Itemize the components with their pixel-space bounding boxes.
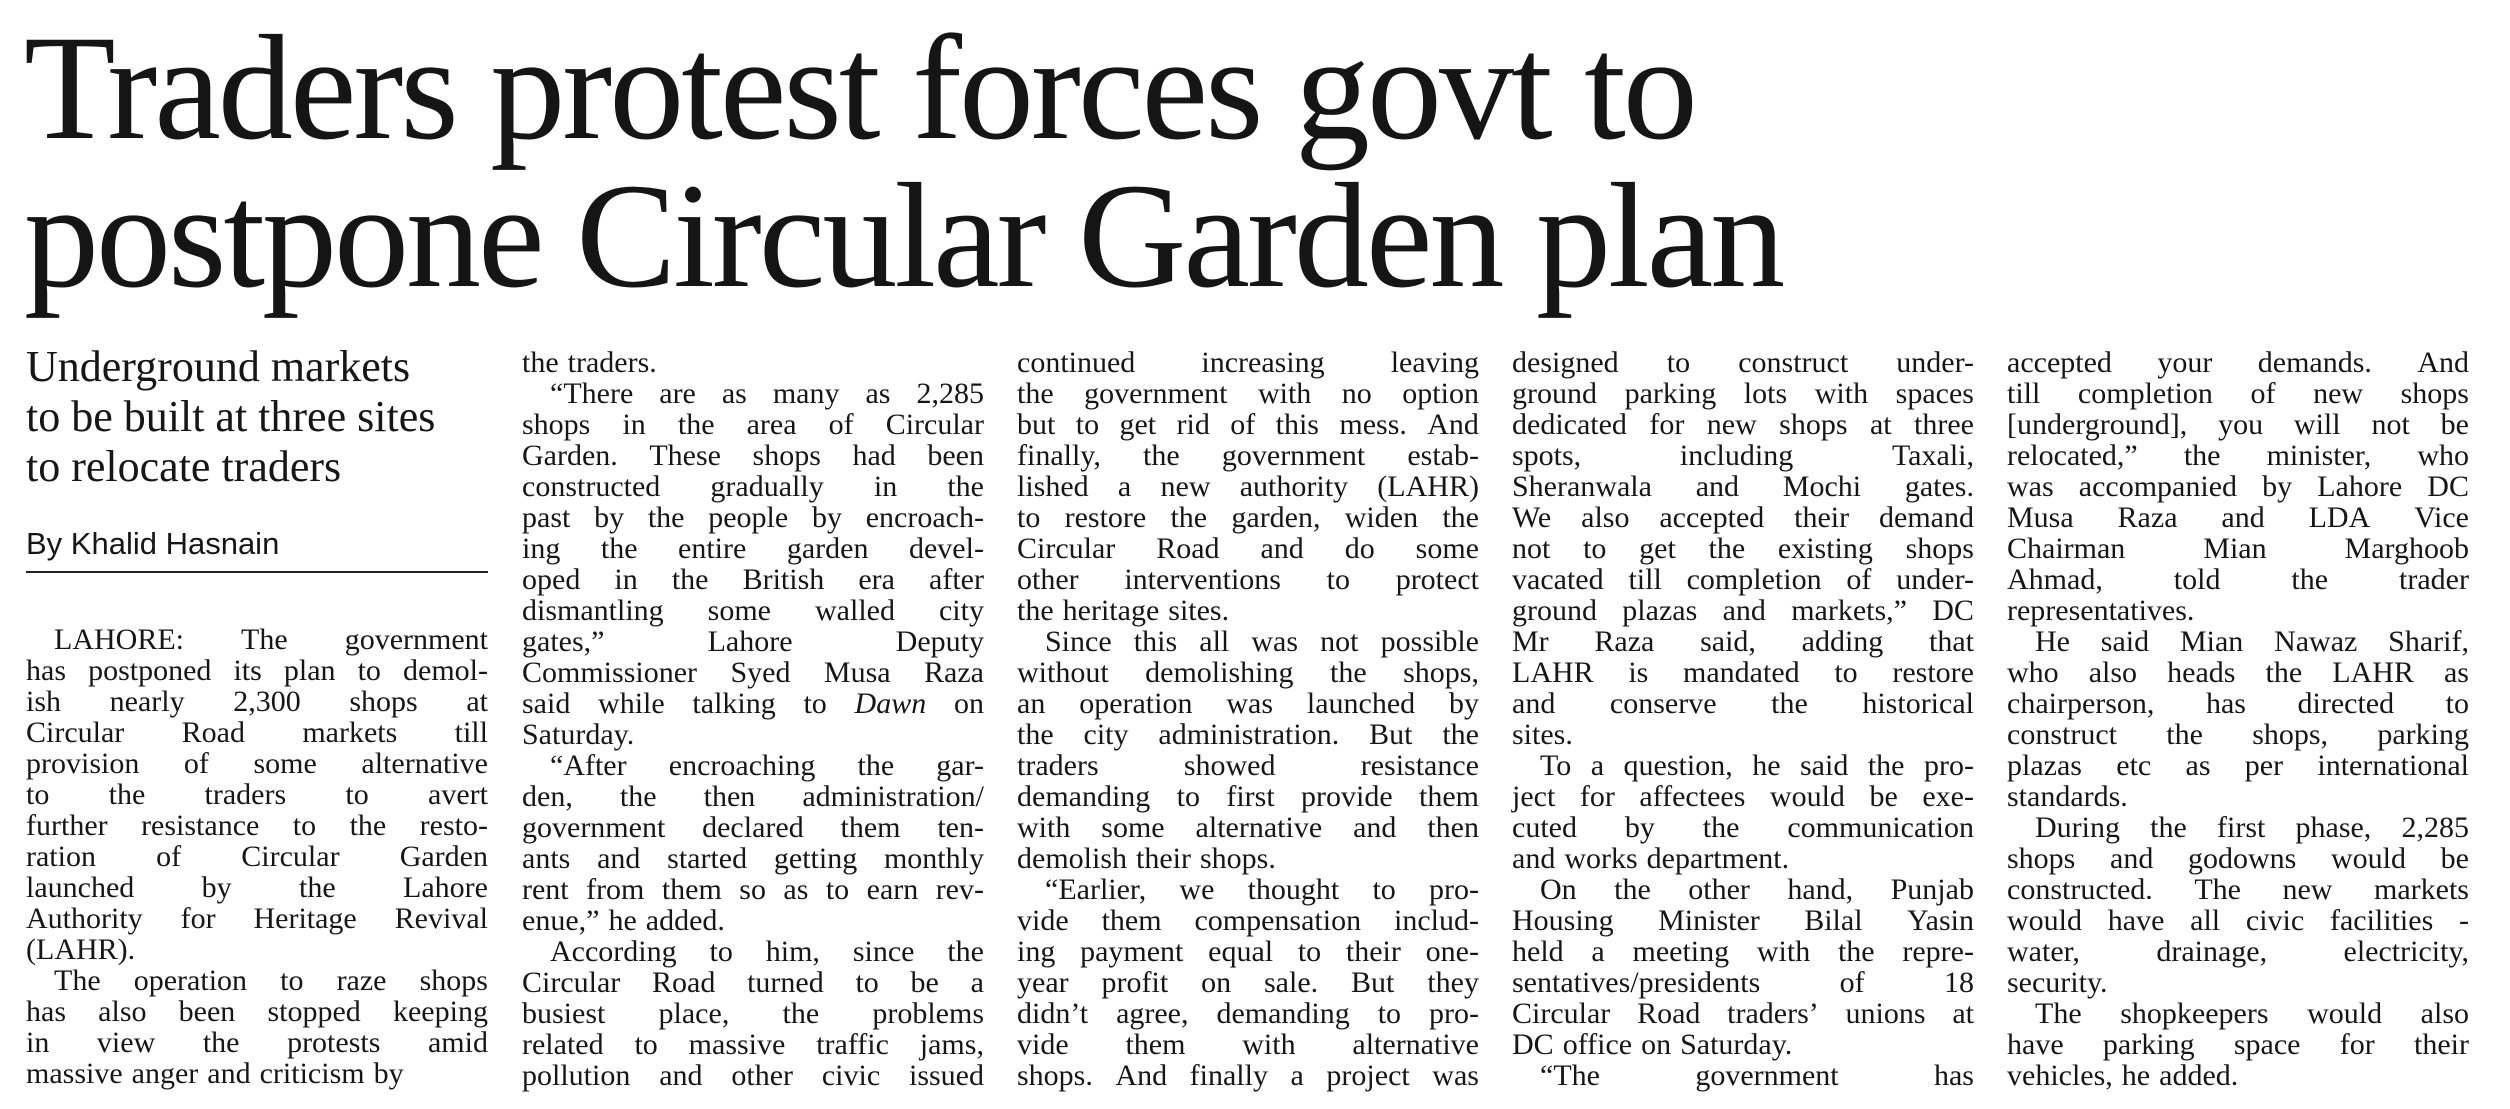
text-line: (LAHR).	[26, 933, 136, 966]
text-line: ground plazas and markets,” DC	[1512, 594, 1974, 627]
text-line: has postponed its plan to demol-	[26, 654, 488, 687]
text-line: have parking space for their	[2007, 1028, 2469, 1061]
text-line: to the traders to avert	[26, 778, 488, 811]
text-line: “There are as many as 2,285	[550, 377, 984, 410]
text-line: To a question, he said the pro-	[1540, 749, 1974, 782]
text-line: “After encroaching the gar-	[550, 749, 984, 782]
text-line: didn’t agree, demanding to pro-	[1017, 997, 1479, 1030]
text-line: Authority for Heritage Revival	[26, 902, 488, 935]
text-line: We also accepted their demand	[1512, 501, 1974, 534]
text-line: LAHR is mandated to restore	[1512, 656, 1974, 689]
text-line: related to massive traffic jams,	[522, 1028, 984, 1061]
text-line: spots, including Taxali,	[1512, 439, 1974, 472]
text-line: to restore the garden, widen the	[1017, 501, 1479, 534]
text-line: finally, the government estab-	[1017, 439, 1479, 472]
subhead-line-2: to be built at three sites	[26, 392, 436, 441]
article-column-5	[2007, 347, 2469, 1091]
text-line: vehicles, he added.	[2007, 1059, 2239, 1092]
text-line: cuted by the communication	[1512, 811, 1974, 844]
text-line: ing the entire garden devel-	[522, 532, 984, 565]
text-line: DC office on Saturday.	[1512, 1028, 1793, 1061]
text-line: was accompanied by Lahore DC	[2007, 470, 2469, 503]
text-line: year profit on sale. But they	[1017, 966, 1479, 999]
text-line: an operation was launched by	[1017, 687, 1479, 720]
text-line: till completion of new shops	[2007, 377, 2469, 410]
text-line: representatives.	[2007, 594, 2195, 627]
text-line: den, the then administration/	[522, 780, 984, 813]
text-line: busiest place, the problems	[522, 997, 984, 1030]
text-line: ants and started getting monthly	[522, 842, 984, 875]
text-line: Garden. These shops had been	[522, 439, 984, 472]
text-line: and works department.	[1512, 842, 1790, 875]
text-line: designed to construct under-	[1512, 346, 1974, 379]
text-line: Since this all was not possible	[1045, 625, 1479, 658]
text-line: who also heads the LAHR as	[2007, 656, 2469, 689]
text-line: would have all civic facilities -	[2007, 904, 2469, 937]
text-line: dismantling some walled city	[522, 594, 984, 627]
text-line: Circular Road and do some	[1017, 532, 1479, 565]
byline: By Khalid Hasnain	[26, 526, 280, 561]
text-line: Mr Raza said, adding that	[1512, 625, 1974, 658]
text-line: Saturday.	[522, 718, 635, 751]
text-line: During the first phase, 2,285	[2035, 811, 2469, 844]
text-line: further resistance to the resto-	[26, 809, 488, 842]
article-column-4	[1512, 347, 1974, 1091]
text-line: ground parking lots with spaces	[1512, 377, 1974, 410]
text-line: constructed. The new markets	[2007, 873, 2469, 906]
text-line: ing payment equal to their one-	[1017, 935, 1479, 968]
text-line: the government with no option	[1017, 377, 1479, 410]
text-line: ject for affectees would be exe-	[1512, 780, 1974, 813]
text-line: shops and godowns would be	[2007, 842, 2469, 875]
text-line: past by the people by encroach-	[522, 501, 984, 534]
text-line: water, drainage, electricity,	[2007, 935, 2469, 968]
headline-line-2: postpone Circular Garden plan	[24, 153, 1783, 319]
text-line: shops in the area of Circular	[522, 408, 984, 441]
byline-divider	[26, 571, 488, 573]
text-line: Circular Road traders’ unions at	[1512, 997, 1974, 1030]
text-line: Commissioner Syed Musa Raza	[522, 656, 984, 689]
text-line: constructed gradually in the	[522, 470, 984, 503]
article-column-2	[522, 347, 984, 1091]
subhead-line-1: Underground markets	[26, 342, 411, 391]
text-line: demolish their shops.	[1017, 842, 1276, 875]
article-column-3	[1017, 347, 1479, 1091]
text-line: government declared them ten-	[522, 811, 984, 844]
text-line: vacated till completion of under-	[1512, 563, 1974, 596]
text-line: plazas etc as per international	[2007, 749, 2469, 782]
text-line: LAHORE: The government	[54, 623, 488, 656]
text-line: security.	[2007, 966, 2108, 999]
text-line: without demolishing the shops,	[1017, 656, 1479, 689]
text-line: not to get the existing shops	[1512, 532, 1974, 565]
text-line: vide them compensation includ-	[1017, 904, 1479, 937]
text-line: launched by the Lahore	[26, 871, 488, 904]
text-line: Sheranwala and Mochi gates.	[1512, 470, 1974, 503]
text-line: Musa Raza and LDA Vice	[2007, 501, 2469, 534]
text-line: standards.	[2007, 780, 2128, 813]
text-line: other interventions to protect	[1017, 563, 1479, 596]
text-line: According to him, since the	[550, 935, 984, 968]
text-line: the city administration. But the	[1017, 718, 1479, 751]
text-line: ration of Circular Garden	[26, 840, 488, 873]
text-line: traders showed resistance	[1017, 749, 1479, 782]
text-line: chairperson, has directed to	[2007, 687, 2469, 720]
text-line: oped in the British era after	[522, 563, 984, 596]
text-line: Chairman Mian Marghoob	[2007, 532, 2469, 565]
text-line: demanding to first provide them	[1017, 780, 1479, 813]
text-line: “Earlier, we thought to pro-	[1045, 873, 1479, 906]
text-line: enue,” he added.	[522, 904, 725, 937]
text-line: dedicated for new shops at three	[1512, 408, 1974, 441]
text-line: construct the shops, parking	[2007, 718, 2469, 751]
text-line: Housing Minister Bilal Yasin	[1512, 904, 1974, 937]
text-line: sentatives/presidents of 18	[1512, 966, 1974, 999]
article-subheadline	[26, 342, 496, 492]
text-line: “The government has	[1540, 1059, 1974, 1092]
headline-line-1: Traders protest forces govt to	[24, 5, 1695, 171]
text-line: He said Mian Nawaz Sharif,	[2035, 625, 2469, 658]
text-line: provision of some alternative	[26, 747, 488, 780]
text-line: continued increasing leaving	[1017, 346, 1479, 379]
text-line: On the other hand, Punjab	[1540, 873, 1974, 906]
text-line: shops. And finally a project was	[1017, 1059, 1479, 1092]
text-line: has also been stopped keeping	[26, 995, 488, 1028]
text-line: ish nearly 2,300 shops at	[26, 685, 488, 718]
text-line: gates,” Lahore Deputy	[522, 625, 984, 658]
text-line: The operation to raze shops	[54, 964, 488, 997]
text-line: vide them with alternative	[1017, 1028, 1479, 1061]
text-line: lished a new authority (LAHR)	[1017, 470, 1479, 503]
subhead-line-3: to relocate traders	[26, 442, 342, 491]
article-headline	[24, 5, 2484, 319]
text-line: massive anger and criticism by	[26, 1057, 404, 1090]
text-line: held a meeting with the repre-	[1512, 935, 1974, 968]
text-line: [underground], you will not be	[2007, 408, 2469, 441]
text-line: sites.	[1512, 718, 1573, 751]
text-line: Circular Road markets till	[26, 716, 488, 749]
text-line: Ahmad, told the trader	[2007, 563, 2469, 596]
text-line: said while talking to Dawn on	[522, 687, 984, 720]
article-column-1	[26, 624, 488, 1089]
text-line: the traders.	[522, 346, 657, 379]
text-line: but to get rid of this mess. And	[1017, 408, 1479, 441]
text-line: in view the protests amid	[26, 1026, 488, 1059]
text-line: Circular Road turned to be a	[522, 966, 984, 999]
text-line: pollution and other civic issued	[522, 1059, 984, 1092]
text-line: accepted your demands. And	[2007, 346, 2469, 379]
text-line: relocated,” the minister, who	[2007, 439, 2469, 472]
text-line: rent from them so as to earn rev-	[522, 873, 984, 906]
text-line: with some alternative and then	[1017, 811, 1479, 844]
text-line: and conserve the historical	[1512, 687, 1974, 720]
text-line: The shopkeepers would also	[2035, 997, 2469, 1030]
text-line: the heritage sites.	[1017, 594, 1230, 627]
